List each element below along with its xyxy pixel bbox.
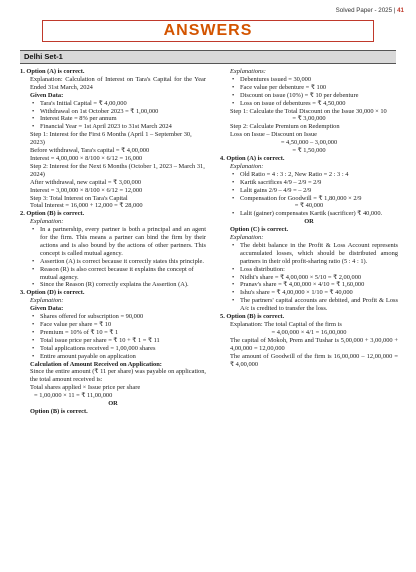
- left-line: • Since the Reason (R) correctly explains the Assertion (A).: [20, 281, 206, 289]
- page-header: [336, 7, 404, 14]
- right-line: • Old Ratio = 4 : 3 : 2, New Ratio = 2 : 3 : 4: [220, 171, 398, 179]
- left-line: Explanation: Calculation of Interest on Tara's Capital for the Year Ended 31st March, 2024: [30, 75, 206, 91]
- right-line: Option (C) is correct.: [230, 226, 289, 234]
- right-line: = ₹ 1,50,000: [292, 147, 326, 155]
- right-line: • The debit balance in the Profit & Loss Account represents accumulated losses, which should be distributed among partners in their old profit-sharing ratio (5 : 4 : 1).: [220, 242, 398, 266]
- left-line: 2. Option (B) is correct.: [20, 210, 85, 218]
- right-line: Step 2: Calculate Premium on Redemption: [230, 123, 340, 131]
- right-line: • Ishu's share = ₹ 4,00,000 × 1/10 = ₹ 40,000: [220, 289, 398, 297]
- right-line: 5. Option (B) is correct.: [220, 313, 285, 321]
- right-line: Explanation:: [230, 162, 264, 170]
- left-line: Explanation:: [30, 297, 64, 305]
- left-line: • Face value per share = ₹ 10: [20, 321, 206, 329]
- left-line: • In a partnership, every partner is both a principal and an agent for the firm. This means a partner can bind the firm by their actions and is also bound by the actions of other partners. This concept is called mutual agency.: [20, 226, 206, 258]
- right-line: Loss on Issue – Discount on Issue: [230, 131, 317, 139]
- left-line: • Reason (R) is also correct because it explains the concept of mutual agency.: [20, 266, 206, 282]
- left-line: • Total issue price per share = ₹ 10 + ₹ 1 = ₹ 11: [20, 337, 206, 345]
- right-line: • Debentures issued = 30,000: [220, 76, 398, 84]
- left-line: Interest = 4,00,000 × 8/100 × 6/12 = 16,000: [30, 154, 143, 162]
- left-line: • Financial Year = 1st April 2023 to 31st March 2024: [20, 123, 206, 131]
- left-line: Given Data:: [30, 91, 64, 99]
- left-line: Step 2: Interest for the Next 6 Months (October 1, 2023 – March 31, 2024): [30, 162, 205, 178]
- left-line: • Tara's Initial Capital = ₹ 4,00,000: [20, 100, 206, 108]
- left-line: • Entire amount payable on application: [20, 353, 206, 361]
- right-line: • Loss distribution:: [220, 266, 398, 274]
- left-line: • Interest Rate = 8% per annum: [20, 115, 206, 123]
- right-line: = 4,50,000 – 3,00,000: [280, 139, 338, 147]
- right-line: • Kartik sacrifices 4/9 – 2/9 = 2/9: [220, 179, 398, 187]
- set-heading-bar: [20, 50, 396, 64]
- left-line: • Total applications received = 1,00,000 shares: [20, 345, 206, 353]
- right-line: Step 1: Calculate the Total Discount on the Issue 30,000 × 10: [230, 107, 387, 115]
- right-line: = ₹ 40,000: [294, 202, 324, 210]
- right-line: = ₹ 3,00,000: [292, 115, 326, 123]
- right-line: OR: [304, 218, 314, 226]
- page-title: ANSWERS: [163, 22, 253, 39]
- right-line: Explanations:: [230, 68, 266, 75]
- right-line: • The partners' capital accounts are debited, and Profit & Loss A/c is credited to transfer the loss.: [220, 297, 398, 313]
- left-line: Step 3: Total Interest on Tara's Capital: [30, 194, 128, 202]
- right-line: 4. Option (A) is correct.: [220, 154, 285, 162]
- left-line: 3. Option (D) is correct.: [20, 289, 85, 297]
- header-text: Solved Paper - 2025 |: [335, 7, 396, 14]
- set-title: Delhi Set-1: [24, 52, 63, 61]
- right-line: • Loss on issue of debentures = ₹ 4,50,000: [220, 100, 398, 108]
- left-column: [20, 68, 206, 416]
- left-line: • Withdrawal on 1st October 2023 = ₹ 1,00,000: [20, 108, 206, 116]
- answers-banner: [42, 20, 374, 42]
- right-line: • Discount on issue (10%) = ₹ 10 per debenture: [220, 92, 398, 100]
- left-line: After withdrawal, new capital = ₹ 3,00,000: [30, 178, 142, 186]
- left-line: Explanation:: [30, 218, 64, 226]
- right-line: • Pranav's share = ₹ 4,00,000 × 4/10 = ₹ 1,60,000: [220, 281, 398, 289]
- right-line: • Lalit gains 2/9 – 4/9 = – 2/9: [220, 187, 398, 195]
- left-line: 1. Option (A) is correct.: [20, 68, 85, 75]
- left-line: • Shares offered for subscription = 90,000: [20, 313, 206, 321]
- left-line: Before withdrawal, Tara's capital = ₹ 4,00,000: [30, 147, 150, 155]
- right-line: • Face value per debenture = ₹ 100: [220, 84, 398, 92]
- left-line: Calculation of Amount Received on Application:: [30, 360, 162, 368]
- left-line: • Assertion (A) is correct because it correctly states this principle.: [20, 258, 206, 266]
- left-line: = 1,00,000 × 11 = ₹ 11,00,000: [34, 392, 113, 400]
- left-line: Step 1: Interest for the First 6 Months (April 1 – September 30, 2023): [30, 131, 192, 147]
- left-line: OR: [108, 400, 118, 408]
- left-line: Total Interest = 16,000 + 12,000 = ₹ 28,000: [30, 202, 143, 210]
- left-line: Total shares applied × Issue price per share: [30, 384, 141, 392]
- right-line: The amount of Goodwill of the firm is 16,00,000 – 12,00,000 = ₹ 4,00,000: [230, 352, 398, 368]
- right-line: • Nidhi's share = ₹ 4,00,000 × 5/10 = ₹ 2,00,000: [220, 274, 398, 282]
- right-column: [220, 68, 398, 368]
- right-line: = 4,00,000 × 4/1 = 16,00,000: [271, 328, 347, 336]
- left-line: Interest = 3,00,000 × 8/100 × 6/12 = 12,000: [30, 186, 143, 194]
- right-line: Explanation:: [230, 234, 264, 242]
- left-line: Given Data:: [30, 305, 64, 313]
- right-line: • Lalit (gainer) compensates Kartik (sacrificer) ₹ 40,000.: [220, 210, 398, 218]
- page-number: 41: [397, 7, 404, 14]
- left-line: Option (B) is correct.: [30, 407, 88, 415]
- left-line: Since the entire amount (₹ 11 per share) was payable on application, the total amount received is:: [30, 368, 206, 384]
- left-line: • Premium = 10% of ₹ 10 = ₹ 1: [20, 329, 206, 337]
- right-line: • Compensation for Goodwill = ₹ 1,80,000 × 2/9: [220, 195, 398, 203]
- right-line: The capital of Mokoh, Prem and Tushar is 5,00,000 + 3,00,000 + 4,00,000 = 12,00,000: [230, 336, 398, 352]
- right-line: Explanation: The total Capital of the firm is: [230, 321, 342, 328]
